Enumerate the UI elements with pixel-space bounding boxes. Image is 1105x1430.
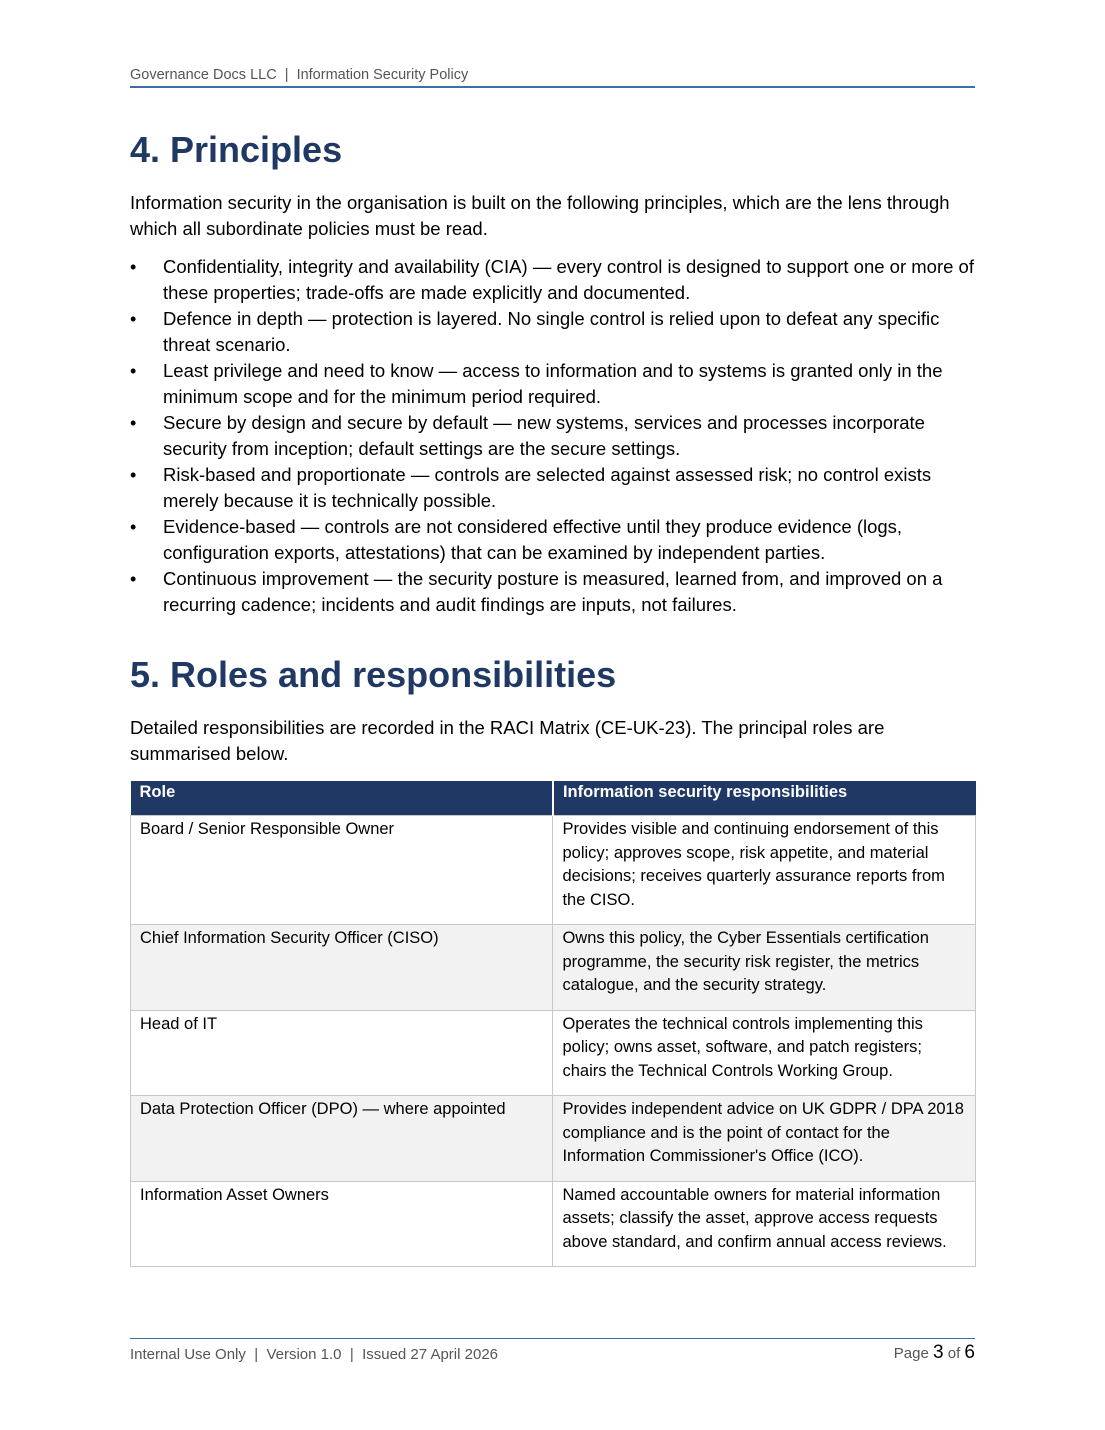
section-5-intro: Detailed responsibilities are recorded in the RACI Matrix (CE-UK-23). The principal roles are summarised below. bbox=[130, 717, 885, 764]
role-cell: Data Protection Officer (DPO) — where appointed bbox=[131, 1096, 553, 1182]
role-cell: Head of IT bbox=[131, 1010, 553, 1096]
role-cell: Information Asset Owners bbox=[131, 1181, 553, 1267]
table-row bbox=[131, 816, 976, 925]
table-row bbox=[131, 1096, 976, 1182]
section-5-title: 5. Roles and responsibilities bbox=[130, 654, 617, 695]
responsibility-cell: Provides independent advice on UK GDPR / DPA 2018 compliance and is the point of contact for the Information Commissioner's Office (ICO). bbox=[553, 1096, 976, 1182]
table-header-row bbox=[131, 781, 976, 816]
list-item-text: Risk-based and proportionate — controls are selected against assessed risk; no control exists merely because it is technically possible. bbox=[163, 464, 932, 511]
role-cell: Board / Senior Responsible Owner bbox=[131, 816, 553, 925]
section-4-title: 4. Principles bbox=[130, 129, 343, 170]
responsibility-cell: Named accountable owners for material information assets; classify the asset, approve access requests above standard, and confirm annual access reviews. bbox=[553, 1181, 976, 1267]
bullet-icon: • bbox=[130, 517, 137, 537]
list-item-text: Defence in depth — protection is layered. No single control is relied upon to defeat any specific threat scenario. bbox=[163, 308, 940, 355]
page-word: Page bbox=[893, 1345, 929, 1362]
page-number bbox=[894, 1343, 975, 1364]
list-item bbox=[130, 254, 975, 306]
page-total: 6 bbox=[964, 1342, 975, 1363]
bullet-icon: • bbox=[130, 309, 137, 329]
list-item-text: Continuous improvement — the security posture is measured, learned from, and improved on a recurring cadence; incidents and audit findings are inputs, not failures. bbox=[163, 568, 943, 615]
bullet-icon: • bbox=[130, 413, 137, 433]
principles-list bbox=[130, 254, 975, 618]
bullet-icon: • bbox=[130, 361, 137, 381]
footer-left-text: Internal Use Only | Version 1.0 | Issued 27 April 2026 bbox=[130, 1346, 498, 1363]
role-cell: Chief Information Security Officer (CISO) bbox=[131, 925, 553, 1011]
list-item bbox=[130, 514, 975, 566]
list-item-text: Confidentiality, integrity and availability (CIA) — every control is designed to support one or more of these properties; trade-offs are made explicitly and documented. bbox=[163, 256, 974, 303]
running-footer bbox=[130, 1338, 975, 1369]
list-item-text: Evidence-based — controls are not considered effective until they produce evidence (logs, configuration exports, attestations) that can be examined by independent parties. bbox=[163, 516, 903, 563]
responsibility-cell: Owns this policy, the Cyber Essentials certification programme, the security risk register, the metrics catalogue, and the security strategy. bbox=[553, 925, 976, 1011]
bullet-icon: • bbox=[130, 257, 137, 277]
of-word: of bbox=[947, 1345, 961, 1362]
responsibility-cell: Operates the technical controls implementing this policy; owns asset, software, and patch registers; chairs the Technical Controls Working Group. bbox=[553, 1010, 976, 1096]
running-header bbox=[130, 66, 975, 88]
list-item bbox=[130, 566, 975, 618]
page-current: 3 bbox=[932, 1342, 944, 1363]
table-row bbox=[131, 1181, 976, 1267]
list-item-text: Secure by design and secure by default — new systems, services and processes incorporate security from inception; default settings are the secure settings. bbox=[163, 412, 925, 459]
header-text: Governance Docs LLC | Information Security Policy bbox=[130, 67, 469, 83]
responsibility-cell: Provides visible and continuing endorsement of this policy; approves scope, risk appetite, and material decisions; receives quarterly assurance reports from the CISO. bbox=[553, 816, 976, 925]
bullet-icon: • bbox=[130, 465, 137, 485]
table-row bbox=[131, 925, 976, 1011]
column-header-role: Role bbox=[131, 781, 553, 816]
roles-table bbox=[130, 781, 976, 1267]
table-row bbox=[131, 1010, 976, 1096]
list-item bbox=[130, 410, 975, 462]
bullet-icon: • bbox=[130, 569, 137, 589]
list-item-text: Least privilege and need to know — access to information and to systems is granted only in the minimum scope and for the minimum period required. bbox=[163, 360, 943, 407]
list-item bbox=[130, 306, 975, 358]
list-item bbox=[130, 358, 975, 410]
list-item bbox=[130, 462, 975, 514]
section-4-intro: Information security in the organisation is built on the following principles, which are the lens through which all subordinate policies must be read. bbox=[130, 192, 950, 239]
column-header-responsibilities: Information security responsibilities bbox=[553, 781, 976, 816]
